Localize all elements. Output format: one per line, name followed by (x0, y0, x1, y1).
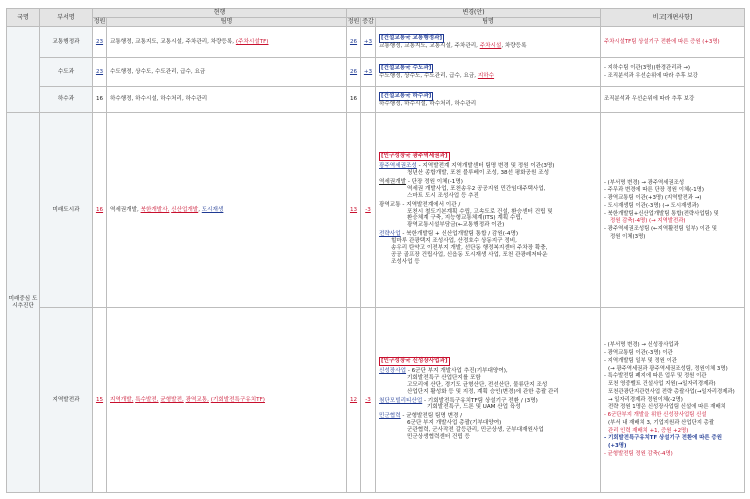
bureau-name: 수도과 (40, 58, 93, 87)
new-team-heading: [건설교통국 하수과] (381, 92, 432, 99)
team-label: 지역개발, (110, 396, 134, 403)
team-item (379, 163, 597, 177)
team-item-line: - 6군단 부지 개발사업 추진(기부대양여), (407, 367, 508, 374)
org-change-table (6, 8, 745, 493)
table-row (7, 113, 745, 308)
new-quota: 16 (347, 87, 361, 113)
remark-line: - 특수발전팀 폐지에 따른 업무 및 정원 이관 (604, 373, 707, 380)
delta: +3 (361, 27, 376, 58)
dept-cell-empty (7, 27, 40, 113)
delta: -3 (361, 113, 376, 308)
team-item-line: 광역교통시설부담금(←교통행정과 이관) (407, 222, 505, 229)
team-item-line: 청년산 종합개발, 포천 블루베이 조성, 38선 평화공원 조성 (407, 169, 549, 176)
remark-line: - 지역개발팀 일부 및 정원 이관 (604, 357, 678, 364)
new-team-heading: [인구성장국 광주역세권과] (381, 152, 448, 159)
team-item (379, 231, 597, 266)
team-item-title: 광역교통 (379, 201, 401, 208)
team-item-line: 산업단지 활성화 등 및 지정, 계획 승인(변경)에 관한 총괄 관리 (407, 388, 559, 395)
header-remark: 비고[개편사항] (601, 9, 745, 27)
remark (601, 27, 745, 58)
new-teams-highlight: 지하수 (477, 73, 495, 79)
team-item-title: 신성장사업 (379, 367, 407, 374)
current-quota: 23 (93, 27, 107, 58)
current-teams (107, 27, 347, 58)
current-teams (107, 308, 347, 493)
remark-line: 정원 감축(-4명) (→ 지역발전과) (610, 218, 686, 225)
team-item-line: 공공 골프장 건립사업, 신읍동 도시재생 사업, 포천 관광레저타운 (391, 252, 548, 259)
header-team: 팀명 (107, 18, 347, 27)
new-teams (376, 113, 601, 308)
header-delta: 증감 (362, 18, 374, 26)
header-dept: 국명 (7, 9, 40, 27)
remark-line: - 북한개발팀+신산업개발팀 통합(전략사업팀) 및 (604, 210, 719, 217)
team-item-line: 힐마루 관광택지 조성사업, 산정호수 상동지구 정비, (391, 238, 517, 245)
header-quota: 정원 (93, 18, 106, 26)
team-item-line: - 기회발전특구유치TF팀 상설기구 전환 / (3명) (424, 397, 538, 404)
team-label: 역세권개발, (110, 206, 139, 213)
remark-line: 포천 영중벨트 건설사업 지원(→일자리경제과) (608, 381, 716, 388)
remark (601, 308, 745, 493)
team-item-line: 고모리에 산단, 경기도 균형산단, 전선산단, 물류단지 조성 (407, 381, 548, 388)
remark (601, 87, 745, 113)
team-label: 광역교통, (185, 396, 209, 403)
current-teams: 역세권개발, 북한개발사, 신산업개발, 도시재생 (107, 113, 347, 308)
bureau-name: 지역발전과 (40, 308, 93, 493)
current-quota: 15 (93, 308, 107, 493)
new-team-heading: [인구성장국 신성장사업과] (381, 357, 448, 364)
team-item-line: - 균형발전팀 팀명 변경 / (402, 413, 463, 420)
new-teams (376, 58, 601, 87)
new-team-heading: [건설교통국 교통행정과] (381, 35, 443, 42)
current-teams-tf: (주차시설TF) (235, 38, 269, 45)
table-row (7, 58, 745, 87)
team-label: 북한개발사, (140, 206, 170, 213)
remark-line: - 광역교통팀 이관(+3명) (지역발전과 →) (604, 195, 702, 201)
delta (361, 87, 376, 113)
current-teams-text: 교통행정, 교통지도, 교통시설, 주차관리, 차량등록, (110, 38, 235, 45)
team-item-line: 6군단 부지 개발사업 총괄(기부대양여) (407, 420, 502, 427)
delta: +3 (361, 58, 376, 87)
header-quota2: 정원 (347, 18, 360, 26)
remark-line: 포천관광단지관련사업 전략 총괄사업(→일자리경제과) (608, 388, 735, 395)
team-item-line: 포천시 철도기본계획 수립, 고속도로 건설, 환승센터 건립 및 (407, 208, 553, 215)
team-item-title: 민군협력 (379, 413, 401, 420)
remark-line: - 광주역세권조성팀 (←지역활전팀 일부) 이관 및 (604, 226, 717, 232)
bureau-name: 하수과 (40, 87, 93, 113)
new-team-heading: [건설교통국 수도과] (381, 65, 432, 72)
remark-line: - (부서명 변경) → 광주역세권조성 (604, 179, 685, 186)
new-teams-highlight: 주차시설 (479, 43, 502, 49)
table-row (7, 27, 745, 58)
header-changed: 변경(안) (347, 9, 601, 18)
remark-line: - 주무과 변경에 따른 단장 정원 이체(-1명) (604, 187, 704, 194)
remark-text: 주차시설TF팀 상설기구 전환에 따른 증원 (+3명) (604, 38, 720, 45)
team-item-line: 조성사업 등 (391, 259, 420, 266)
header-current: 현행 (93, 9, 347, 18)
remark-line: 관리 인력 재배치 +1, 증원 +2명) (608, 427, 689, 434)
team-label: 신산업개발 (171, 206, 199, 213)
team-item (379, 179, 597, 200)
current-quota: 23 (93, 58, 107, 87)
team-item-title: 전략사업 (379, 231, 401, 238)
team-item-title: 광주역세권조성 (379, 162, 417, 169)
new-teams-text: 수도행정, 상수도, 수도관리, 급수, 요금, (379, 73, 477, 79)
header-bureau: 부서명 (40, 9, 93, 27)
team-item-line: 군관협력, 군사작전 갈등관리, 민군상생, 군부대재원사업 (407, 427, 544, 434)
team-item-line: 송우리 탄약고 이전부지 개발, 선단동 행정복지센터 주차장 확충, (391, 245, 548, 252)
remark-line: 정원 이체(3명) (610, 233, 646, 240)
team-item-title: 첨단모빌리티산업 (379, 397, 423, 404)
remark (601, 58, 745, 87)
table-row (7, 87, 745, 113)
remark-line: - 기회발전특구유치TF 상설기구 전환에 따른 증원 (604, 435, 722, 442)
remark-line: - 광역교통팀 이관(-3명) 이관 (604, 350, 673, 357)
dept-name: 미래중심 도시추진단 (7, 113, 40, 493)
bureau-name: 교통행정과 (40, 27, 93, 58)
team-item-line: - 단장 정원 이체(-1명) (407, 178, 463, 185)
remark-text: 조직분석과 우선순위에 따라 추후 보강 (604, 96, 695, 103)
remark-line: → 일자리경제과 정원이체(-2명) (608, 396, 683, 403)
delta: -3 (361, 308, 376, 493)
team-item-line: 환승체계 구축, 지능형교통체계(ITS) 계획 수립, (407, 215, 523, 222)
team-item-line: - 북한개발팀 + 신산업개발팀 통합 / 감원(-4명) (402, 231, 519, 238)
team-item-line: 민군상생협력센터 건립 등 (407, 434, 470, 441)
table-row (7, 308, 745, 493)
new-quota: 12 (347, 308, 361, 493)
team-item-title: 역세권개발 (379, 178, 407, 185)
team-item-line: - 지역발전계에서 이관 / (402, 201, 461, 208)
new-teams-text: 교통행정, 교통지도, 교통시설, 주차관리, (379, 43, 478, 49)
new-quota: 26 (347, 58, 361, 87)
remark-line: - (부서명 변경) → 신성장사업과 (604, 342, 679, 349)
remark-line: - 도시재생팀 이관(-3명) (→ 도시재생과) (604, 202, 699, 209)
remark-line: (부서 내 재배치 3, 기업지원과 산업단지 총괄 (608, 419, 715, 426)
remark-line: - 균형발전팀 정원 감축(-4명) (604, 450, 673, 457)
team-item (379, 413, 597, 441)
team-item-line: 기회발전특구, 드론 및 UAM 산업 육성 (427, 404, 521, 411)
team-label: 균형발전, (160, 396, 184, 403)
new-teams-tail: , 차량등록 (501, 43, 527, 49)
team-item-line: 기회발전특구 산업단지를 포함 (407, 374, 481, 381)
team-label: 특수발전, (135, 396, 159, 403)
current-teams: 수도행정, 상수도, 수도관리, 급수, 요금 (107, 58, 347, 87)
team-item-line: 스마트 도시 조성사업 등 추진 (407, 192, 479, 199)
current-quota: 16 (93, 87, 107, 113)
team-label: 도시재생 (201, 206, 224, 213)
new-teams-text: 하수행정, 하수시설, 하수처리, 하수관리 (379, 100, 477, 107)
header-team2: 팀명 (376, 18, 601, 27)
team-item-line: - 지역발전계 지역개발센터 팀명 변경 및 정원 이관(3명) (418, 162, 555, 169)
team-item (379, 202, 597, 230)
team-item (379, 368, 597, 396)
new-teams (376, 27, 601, 58)
remark (601, 113, 745, 308)
remark-line: 전략 정원 1명은 신성장사업팀 신설에 따른 재배치 (608, 404, 726, 411)
new-teams (376, 87, 601, 113)
remark-line: - 조직분석과 우선순위에 따라 추후 보강 (604, 72, 698, 79)
current-teams: 하수행정, 하수시설, 하수처리, 하수관리 (107, 87, 347, 113)
new-quota: 13 (347, 113, 361, 308)
new-quota: 26 (347, 27, 361, 58)
bureau-name: 미래도시과 (40, 113, 93, 308)
remark-line: (+3명) (608, 443, 627, 450)
current-quota: 16 (93, 113, 107, 308)
team-label: (기회발전특구유치TF) (210, 396, 265, 403)
team-item-line: 역세권 개발사업, 포천송우2 공공지원 민간임대주택사업, (407, 185, 546, 192)
remark-line: (→ 광주역세권과 광주역세권조성팀, 정원이체 3명) (608, 365, 728, 372)
team-item (379, 398, 597, 412)
remark-line: - 지하수팀 이관(3명)(환경관리과 →) (604, 64, 690, 71)
new-teams (376, 308, 601, 493)
remark-line: - 6군단부지 개발을 위한 신성장사업팀 신설 (604, 412, 707, 419)
